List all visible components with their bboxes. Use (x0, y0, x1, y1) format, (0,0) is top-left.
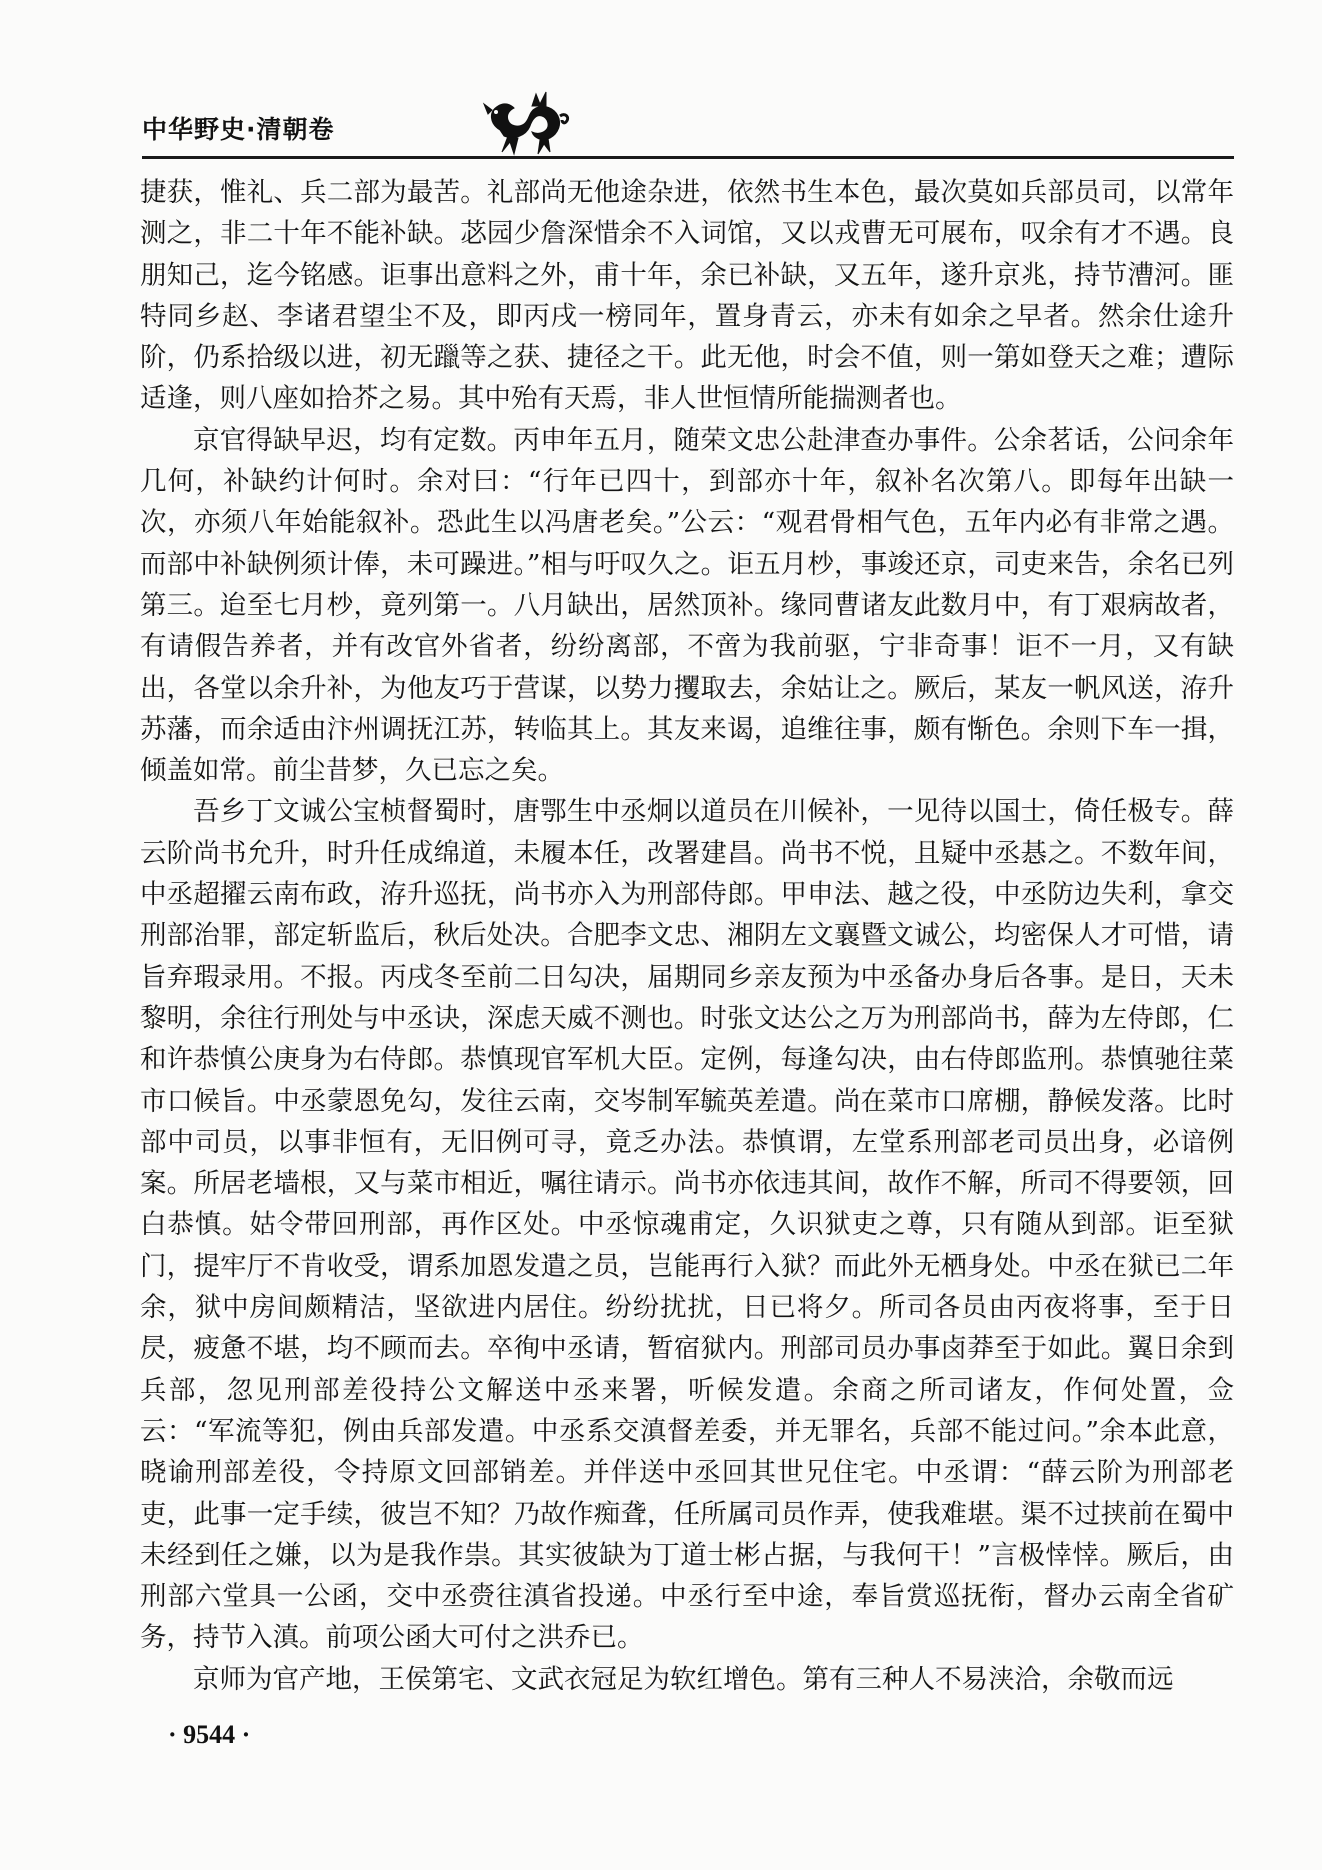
dragon-emblem-icon (480, 86, 572, 158)
header-rule (142, 156, 1234, 159)
paragraph-3: 吾乡丁文诚公宝桢督蜀时，唐鄂生中丞炯以道员在川候补，一见待以国士，倚任极专。薛云阶尚书允升，时升任成绵道，未履本任，改署建昌。尚书不悦，且疑中丞惎之。不数年间，中丞超擢云南布政，洊升巡抚，尚书亦入为刑部侍郎。甲申法、越之役，中丞防边失利，拿交刑部治罪，部定斩监后，秋后处决。合肥李文忠、湘阴左文襄暨文诚公，均密保人才可惜，请旨弃瑕录用。不报。丙戌冬至前二日勾决，届期同乡亲友预为中丞备办身后各事。是日，天未黎明，余往行刑处与中丞诀，深虑天威不测也。时张文达公之万为刑部尚书，薛为左侍郎，仁和许恭慎公庚身为右侍郎。恭慎现官军机大臣。定例，每逢勾决，由右侍郎监刑。恭慎驰往菜市口候旨。中丞蒙恩免勾，发往云南，交岑制军毓英差遣。尚在菜市口席棚，静候发落。比时部中司员，以事非恒有，无旧例可寻，竟乏办法。恭慎谓，左堂系刑部老司员出身，必谙例案。所居老墙根，又与菜市相近，嘱往请示。尚书亦依违其间，故作不解，所司不得要领，回白恭慎。姑令带回刑部，再作区处。中丞惊魂甫定，久识狱吏之尊，只有随从到部。讵至狱门，提牢厅不肯收受，谓系加恩发遣之员，岂能再行入狱？而此外无栖身处。中丞在狱已二年余，狱中房间颇精洁，坚欲进内居住。纷纷扰扰，日已将夕。所司各员由丙夜将事，至于日昃，疲惫不堪，均不顾而去。卒徇中丞请，暂宿狱内。刑部司员办事卤莽至于如此。翼日余到兵部，忽见刑部差役持公文解送中丞来署，听候发遣。余商之所司诸友，作何处置，佥云：“军流等犯，例由兵部发遣。中丞系交滇督差委，并无罪名，兵部不能过问。”余本此意，晓谕刑部差役，令持原文回部销差。并伴送中丞回其世兄住宅。中丞谓：“薛云阶为刑部老吏，此事一定手续，彼岂不知？乃故作痴聋，任所属司员作弄，使我难堪。渠不过挟前在蜀中未经到任之嫌，以为是我作祟。其实彼缺为丁道士彬占据，与我何干！”言极悻悻。厥后，由刑部六堂具一公函，交中丞赍往滇省投递。中丞行至中途，奉旨赏巡抚衔，督办云南全省矿务，持节入滇。前项公函大可付之洪乔已。 (140, 796, 1234, 1654)
paragraph-4: 京师为官产地，王侯第宅、文武衣冠足为软红增色。第有三种人不易浃洽，余敬而远 (193, 1663, 1174, 1695)
paragraph-1: 捷获，惟礼、兵二部为最苦。礼部尚无他途杂进，依然书生本色，最次莫如兵部员司，以常年测之，非二十年不能补缺。苾园少詹深惜余不入词馆，又以戎曹无可展布，叹余有才不遇。良朋知己，迄今铭感。讵事出意料之外，甫十年，余已补缺，又五年，遂升京兆，持节漕河。匪特同乡赵、李诸君望尘不及，即丙戌一榜同年，置身青云，亦未有如余之早者。然余仕途升阶，仍系拾级以进，初无躐等之获、捷径之干。此无他，时会不值，则一第如登天之难；遭际适逢，则八座如拾芥之易。其中殆有天焉，非人世恒情所能揣测者也。 (140, 177, 1234, 415)
running-header (142, 102, 1234, 158)
book-title: 中华野史·清朝卷 (142, 115, 335, 144)
body-text (140, 172, 1234, 1700)
page-number: · 9544 · (168, 1720, 251, 1749)
paragraph-2: 京官得缺早迟，均有定数。丙申年五月，随荣文忠公赴津查办事件。公余茗话，公问余年几何，补缺约计何时。余对曰：“行年已四十，到部亦十年，叙补名次第八。即每年出缺一次，亦须八年始能叙补。恐此生以冯唐老矣。”公云：“观君骨相气色，五年内必有非常之遇。而部中补缺例须计俸，未可躁进。”相与吁叹久之。讵五月杪，事竣还京，司吏来告，余名已列第三。迨至七月杪，竟列第一。八月缺出，居然顶补。缘同曹诸友此数月中，有丁艰病故者，有请假告养者，并有改官外省者，纷纷离部，不啻为我前驱，宁非奇事！讵不一月，又有缺出，各堂以余升补，为他友巧于营谋，以势力攫取去，余姑让之。厥后，某友一帆风送，洊升苏藩，而余适由汴州调抚江苏，转临其上。其友来谒，追维往事，颇有惭色。余则下车一揖，倾盖如常。前尘昔梦，久已忘之矣。 (140, 424, 1234, 787)
